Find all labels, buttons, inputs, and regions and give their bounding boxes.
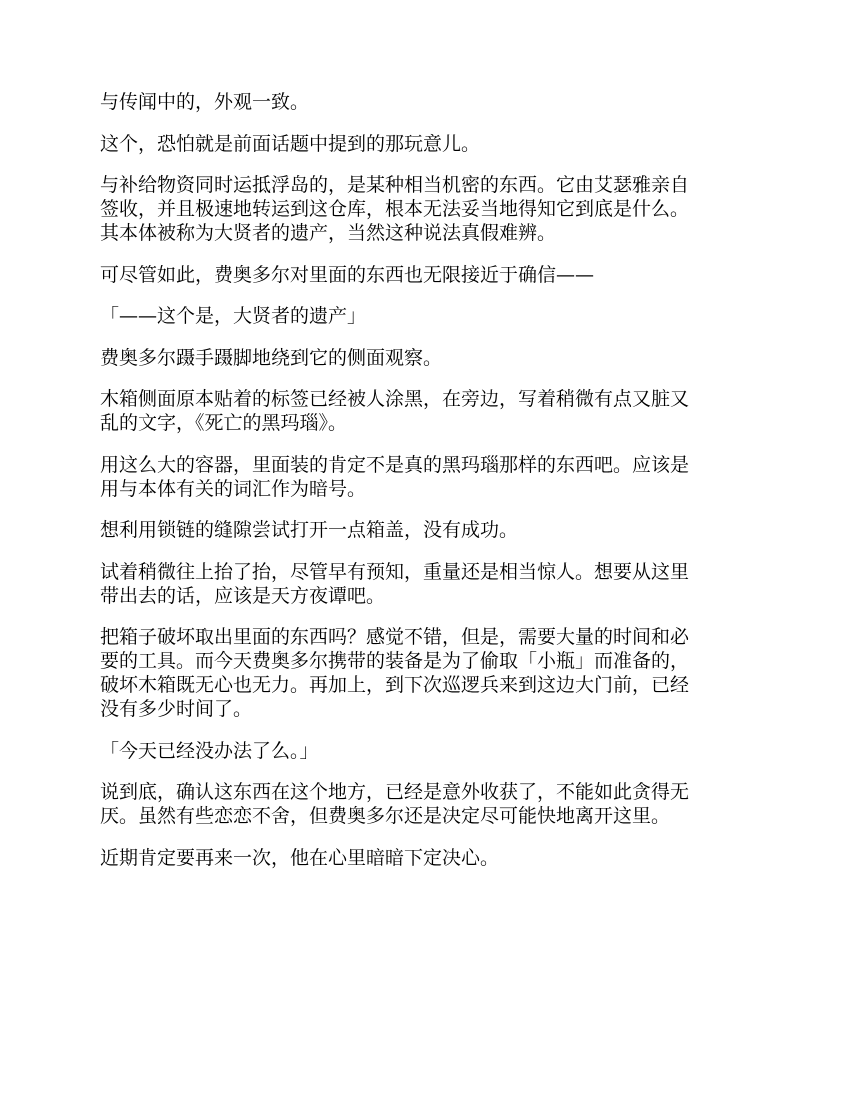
paragraph — [100, 560, 760, 608]
paragraph — [100, 173, 760, 245]
text-line: 破坏木箱既无心也无力。再加上，到下次巡逻兵来到这边大门前，已经 — [100, 674, 690, 696]
paragraph — [100, 132, 760, 156]
text-line: 用与本体有关的词汇作为暗号。 — [100, 477, 367, 500]
text-line: 费奥多尔蹑手蹑脚地绕到它的侧面观察。 — [100, 346, 443, 369]
paragraph — [100, 518, 760, 542]
paragraph — [100, 263, 760, 287]
text-line: 乱的文字，《死亡的黑玛瑙》。 — [100, 412, 348, 434]
text-line: 试着稍微往上抬了抬，尽管早有预知，重量还是相当惊人。想要从这里 — [100, 560, 690, 583]
text-line: 其本体被称为大贤者的遗产，当然这种说法真假难辨。 — [100, 222, 557, 244]
text-line: 「——这个是，大贤者的遗产」 — [100, 305, 367, 327]
document-body — [100, 90, 760, 887]
text-line: 厌。虽然有些恋恋不舍，但费奥多尔还是决定尽可能快地离开这里。 — [100, 805, 671, 827]
text-line: 带出去的话，应该是天方夜谭吧。 — [100, 584, 386, 607]
text-line: 可尽管如此，费奥多尔对里面的东西也无限接近于确信—— — [100, 263, 595, 286]
text-line: 「今天已经没办法了么。」 — [100, 739, 319, 762]
text-line: 木箱侧面原本贴着的标签已经被人涂黑，在旁边，写着稍微有点又脏又 — [100, 388, 690, 410]
text-line: 把箱子破坏取出里面的东西吗？感觉不错，但是，需要大量的时间和必 — [100, 626, 690, 648]
paragraph — [100, 346, 760, 370]
paragraph — [100, 90, 760, 114]
paragraph — [100, 625, 760, 721]
text-line: 这个，恐怕就是前面话题中提到的那玩意儿。 — [100, 132, 481, 155]
text-line: 与补给物资同时运抵浮岛的，是某种相当机密的东西。它由艾瑟雅亲自 — [100, 174, 690, 196]
paragraph — [100, 780, 760, 828]
paragraph — [100, 387, 760, 435]
text-line: 想利用锁链的缝隙尝试打开一点箱盖，没有成功。 — [100, 519, 519, 541]
paragraph — [100, 453, 760, 501]
text-line: 说到底，确认这东西在这个地方，已经是意外收获了，不能如此贪得无 — [100, 781, 690, 803]
dialogue-paragraph — [100, 304, 760, 328]
paragraph — [100, 846, 760, 870]
dialogue-paragraph — [100, 739, 760, 763]
text-line: 近期肯定要再来一次，他在心里暗暗下定决心。 — [100, 846, 500, 869]
text-line: 用这么大的容器，里面装的肯定不是真的黑玛瑙那样的东西吧。应该是 — [100, 453, 690, 476]
text-line: 要的工具。而今天费奥多尔携带的装备是为了偷取「小瓶」而准备的， — [100, 650, 690, 672]
text-line: 与传闻中的，外观一致。 — [100, 91, 310, 113]
text-line: 没有多少时间了。 — [100, 698, 253, 720]
text-line: 签收，并且极速地转运到这仓库，根本无法妥当地得知它到底是什么。 — [100, 198, 690, 220]
